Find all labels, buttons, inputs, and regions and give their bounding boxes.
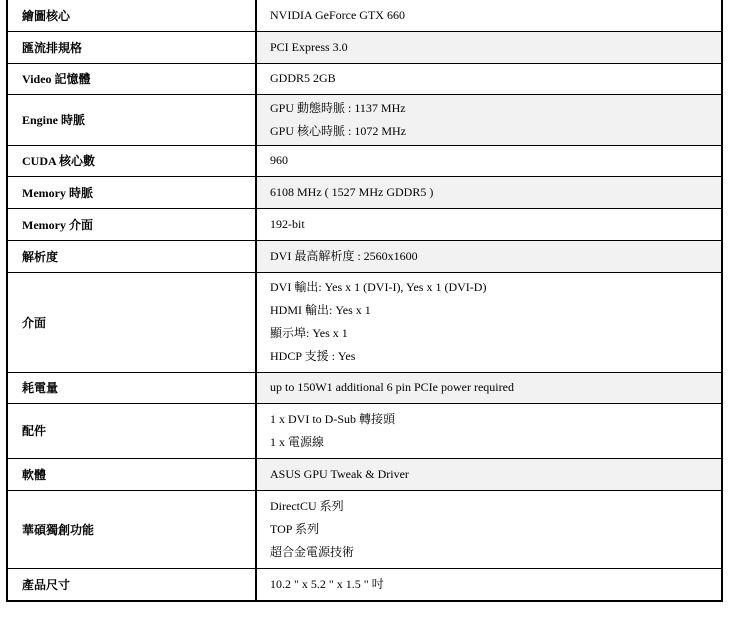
spec-label: 軟體	[7, 458, 256, 490]
spec-row	[7, 568, 722, 601]
spec-value-line: ASUS GPU Tweak & Driver	[270, 466, 409, 481]
spec-label: Memory 時脈	[7, 176, 256, 208]
spec-value	[256, 568, 722, 601]
spec-value	[256, 458, 722, 490]
spec-value	[256, 0, 722, 31]
spec-label: Memory 介面	[7, 208, 256, 240]
spec-label: 配件	[7, 403, 256, 458]
spec-label: 繪圖核心	[7, 0, 256, 31]
spec-label: 匯流排規格	[7, 31, 256, 63]
spec-row	[7, 63, 722, 94]
spec-value-line: HDMI 輸出: Yes x 1	[270, 303, 371, 317]
spec-value	[256, 372, 722, 403]
spec-value-line: 192-bit	[270, 216, 305, 231]
spec-row	[7, 458, 722, 490]
spec-value-line: 1 x DVI to D-Sub 轉接頭	[270, 411, 395, 426]
spec-row	[7, 208, 722, 240]
spec-value-line: HDCP 支援 : Yes	[270, 349, 356, 363]
spec-value	[256, 208, 722, 240]
spec-value-line: 960	[270, 153, 288, 167]
spec-value-line: DVI 最高解析度 : 2560x1600	[270, 248, 418, 263]
spec-value-line: DVI 輸出: Yes x 1 (DVI-I), Yes x 1 (DVI-D)	[270, 280, 487, 294]
spec-row	[7, 145, 722, 176]
spec-value-line: up to 150W1 additional 6 pin PCIe power required	[270, 380, 514, 394]
spec-label: 介面	[7, 272, 256, 372]
spec-label: 解析度	[7, 240, 256, 272]
spec-value-line: TOP 系列	[270, 521, 320, 536]
spec-value-line: DirectCU 系列	[270, 498, 344, 513]
spec-table-body	[7, 0, 722, 601]
spec-value-line: 6108 MHz ( 1527 MHz GDDR5 )	[270, 184, 434, 199]
spec-value-line: NVIDIA GeForce GTX 660	[270, 7, 405, 22]
spec-value	[256, 94, 722, 145]
spec-value-line: 超合金電源技術	[270, 544, 355, 559]
spec-row	[7, 240, 722, 272]
spec-label: CUDA 核心數	[7, 145, 256, 176]
spec-row	[7, 176, 722, 208]
spec-row	[7, 94, 722, 145]
spec-label: 耗電量	[7, 372, 256, 403]
spec-row	[7, 272, 722, 372]
spec-row	[7, 490, 722, 568]
spec-value	[256, 272, 722, 372]
spec-value	[256, 31, 722, 63]
spec-value-line: GPU 核心時脈 : 1072 MHz	[270, 123, 407, 138]
spec-value-line: PCI Express 3.0	[270, 39, 348, 54]
spec-table	[6, 0, 723, 602]
spec-value-line: 顯示埠: Yes x 1	[270, 326, 348, 340]
spec-value	[256, 490, 722, 568]
spec-value-line: 1 x 電源線	[270, 434, 325, 449]
spec-label: Engine 時脈	[7, 94, 256, 145]
spec-value-line: GPU 動態時脈 : 1137 MHz	[270, 100, 406, 115]
spec-row	[7, 0, 722, 31]
spec-value	[256, 63, 722, 94]
spec-label: 產品尺寸	[7, 568, 256, 601]
spec-value-line: 10.2 " x 5.2 " x 1.5 " 吋	[270, 576, 384, 591]
spec-value-line: GDDR5 2GB	[270, 71, 336, 85]
spec-row	[7, 403, 722, 458]
spec-value	[256, 176, 722, 208]
spec-value	[256, 403, 722, 458]
spec-label: Video 記憶體	[7, 63, 256, 94]
spec-label: 華碩獨創功能	[7, 490, 256, 568]
spec-value	[256, 240, 722, 272]
spec-row	[7, 372, 722, 403]
spec-row	[7, 31, 722, 63]
spec-value	[256, 145, 722, 176]
